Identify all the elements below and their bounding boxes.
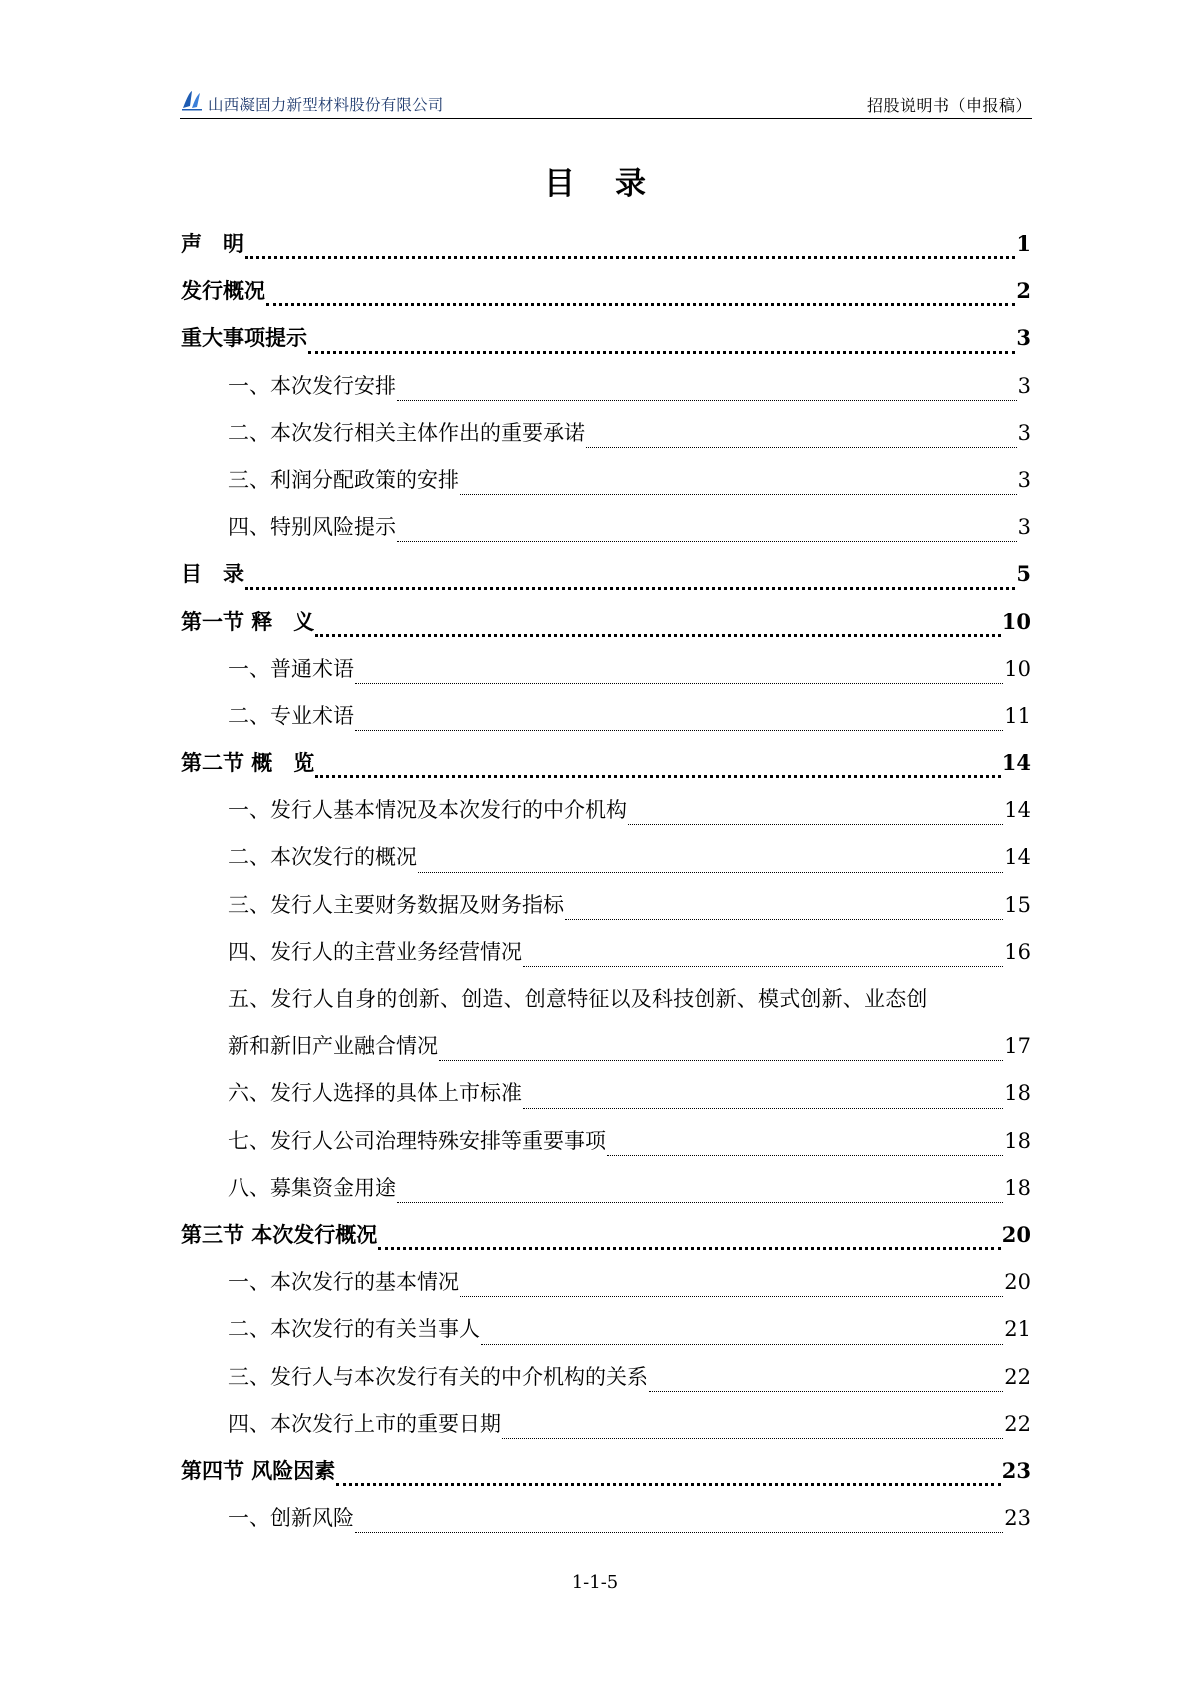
toc-entry-label: 三、发行人与本次发行有关的中介机构的关系 (228, 1364, 648, 1389)
toc-entry-label: 一、普通术语 (228, 656, 354, 681)
toc-leader-dots (355, 730, 1003, 731)
toc-page-number: 20 (1004, 1270, 1031, 1295)
toc-section-entry[interactable] (181, 417, 1031, 464)
toc-entry-label: 七、发行人公司治理特殊安排等重要事项 (228, 1128, 606, 1153)
company-logo-icon (180, 88, 204, 112)
page-header (180, 84, 1032, 119)
toc-leader-dots (397, 1202, 1003, 1203)
toc-entry-label: 四、发行人的主营业务经营情况 (228, 939, 522, 964)
toc-entry-label: 一、本次发行安排 (228, 373, 396, 398)
toc-page-number: 23 (1001, 1457, 1031, 1483)
toc-leader-dots (308, 351, 1015, 354)
toc-section-entry[interactable] (181, 653, 1031, 700)
toc-leader-dots (378, 1247, 1000, 1250)
toc-section-entry[interactable] (181, 1408, 1031, 1455)
toc-section-entry[interactable] (181, 841, 1031, 888)
toc-entry-label: 重大事项提示 (181, 325, 307, 351)
toc-chapter-entry[interactable] (181, 228, 1031, 275)
toc-page-number: 22 (1004, 1411, 1031, 1436)
toc-leader-dots (649, 1391, 1003, 1392)
toc-chapter-entry[interactable] (181, 606, 1031, 653)
toc-page-number: 3 (1017, 467, 1031, 492)
toc-page-number: 3 (1017, 420, 1031, 445)
toc-chapter-entry[interactable] (181, 747, 1031, 794)
toc-page-number: 2 (1016, 278, 1031, 304)
toc-leader-dots (565, 919, 1003, 920)
toc-entry-label: 第四节 风险因素 (181, 1457, 336, 1483)
toc-page-number: 14 (1004, 845, 1031, 870)
toc-entry-label: 发行概况 (181, 278, 265, 304)
toc-page-number: 1 (1016, 231, 1031, 256)
toc-section-entry[interactable] (181, 794, 1031, 841)
toc-entry-label: 五、发行人自身的创新、创造、创意特征以及科技创新、模式创新、业态创 (228, 987, 928, 1011)
toc-page-number: 14 (1001, 750, 1031, 776)
document-type: 招股说明书（申报稿） (866, 96, 1032, 115)
toc-entry-label: 二、本次发行的有关当事人 (228, 1317, 480, 1342)
toc-leader-dots (315, 634, 1000, 637)
page-title: 目录 (544, 166, 686, 202)
toc-section-entry[interactable] (181, 700, 1031, 747)
toc-leader-dots (460, 1296, 1003, 1297)
toc-page-number: 10 (1004, 656, 1031, 681)
toc-section-entry[interactable] (181, 889, 1031, 936)
toc-page-number: 11 (1004, 703, 1031, 728)
toc-entry-label: 三、发行人主要财务数据及财务指标 (228, 892, 564, 917)
toc-entry-label: 一、发行人基本情况及本次发行的中介机构 (228, 798, 627, 823)
toc-page-number: 3 (1017, 515, 1031, 540)
table-of-contents (181, 228, 1031, 1549)
toc-entry-label: 四、本次发行上市的重要日期 (228, 1411, 501, 1436)
toc-section-entry[interactable] (181, 1266, 1031, 1313)
toc-leader-dots (245, 256, 1015, 259)
toc-entry-label: 三、利润分配政策的安排 (228, 467, 459, 492)
toc-entry-label: 四、特别风险提示 (228, 515, 396, 540)
toc-section-entry[interactable] (181, 464, 1031, 511)
toc-page-number: 15 (1004, 892, 1031, 917)
toc-leader-dots (355, 1532, 1003, 1533)
toc-page-number: 3 (1017, 373, 1031, 398)
toc-section-entry[interactable] (181, 1077, 1031, 1124)
toc-leader-dots (607, 1155, 1003, 1156)
toc-entry-label: 第一节 释 义 (181, 608, 315, 634)
toc-section-entry[interactable] (181, 370, 1031, 417)
toc-section-entry[interactable] (181, 1361, 1031, 1408)
toc-leader-dots (397, 541, 1017, 542)
toc-entry-label: 一、创新风险 (228, 1506, 354, 1531)
toc-entry-label: 一、本次发行的基本情况 (228, 1270, 459, 1295)
toc-entry-label: 目 录 (181, 561, 244, 587)
toc-section-entry[interactable] (181, 1172, 1031, 1219)
toc-section-entry[interactable] (181, 1502, 1031, 1549)
toc-entry-continuation (228, 1030, 1031, 1077)
toc-entry-label: 八、募集资金用途 (228, 1175, 396, 1200)
toc-leader-dots (397, 400, 1017, 401)
toc-leader-dots (481, 1344, 1003, 1345)
toc-page-number: 22 (1004, 1364, 1031, 1389)
toc-leader-dots (460, 494, 1017, 495)
toc-entry-label: 二、本次发行相关主体作出的重要承诺 (228, 420, 585, 445)
toc-section-entry[interactable] (181, 511, 1031, 558)
toc-leader-dots (502, 1438, 1003, 1439)
toc-chapter-entry[interactable] (181, 1455, 1031, 1502)
toc-entry-label: 六、发行人选择的具体上市标准 (228, 1081, 522, 1106)
toc-page-number: 18 (1004, 1128, 1031, 1153)
toc-entry-label: 声 明 (181, 231, 244, 256)
toc-page-number: 23 (1004, 1506, 1031, 1531)
toc-page-number: 17 (1004, 1034, 1031, 1059)
toc-leader-dots (245, 587, 1015, 590)
company-name: 山西凝固力新型材料股份有限公司 (208, 96, 444, 114)
toc-page-number: 10 (1001, 608, 1031, 634)
toc-page-number: 16 (1004, 939, 1031, 964)
toc-page-number: 14 (1004, 798, 1031, 823)
toc-entry-label: 二、本次发行的概况 (228, 845, 417, 870)
toc-leader-dots (523, 966, 1003, 967)
toc-entry-label: 第二节 概 览 (181, 750, 315, 776)
toc-entry-label-continued: 新和新旧产业融合情况 (228, 1034, 438, 1059)
toc-leader-dots (586, 447, 1017, 448)
toc-leader-dots (439, 1060, 1003, 1061)
toc-page-number: 18 (1004, 1081, 1031, 1106)
toc-leader-dots (628, 824, 1003, 825)
toc-chapter-entry[interactable] (181, 1219, 1031, 1266)
toc-chapter-entry[interactable] (181, 275, 1031, 322)
toc-leader-dots (418, 872, 1003, 873)
toc-entry-label: 二、专业术语 (228, 703, 354, 728)
toc-page-number: 5 (1016, 561, 1031, 587)
toc-chapter-entry[interactable] (181, 558, 1031, 605)
toc-leader-dots (336, 1483, 1000, 1486)
toc-section-entry[interactable] (181, 983, 1031, 1077)
toc-page-number: 21 (1004, 1317, 1031, 1342)
toc-leader-dots (315, 775, 1000, 778)
page-number: 1-1-5 (571, 1572, 619, 1593)
toc-page-number: 18 (1004, 1175, 1031, 1200)
toc-page-number: 20 (1001, 1221, 1031, 1247)
toc-chapter-entry[interactable] (181, 322, 1031, 369)
toc-leader-dots (266, 303, 1015, 306)
toc-leader-dots (355, 683, 1003, 684)
toc-section-entry[interactable] (181, 1125, 1031, 1172)
toc-page-number: 3 (1016, 325, 1031, 351)
toc-section-entry[interactable] (181, 936, 1031, 983)
toc-section-entry[interactable] (181, 1313, 1031, 1360)
toc-leader-dots (523, 1108, 1003, 1109)
toc-entry-label: 第三节 本次发行概况 (181, 1221, 378, 1247)
